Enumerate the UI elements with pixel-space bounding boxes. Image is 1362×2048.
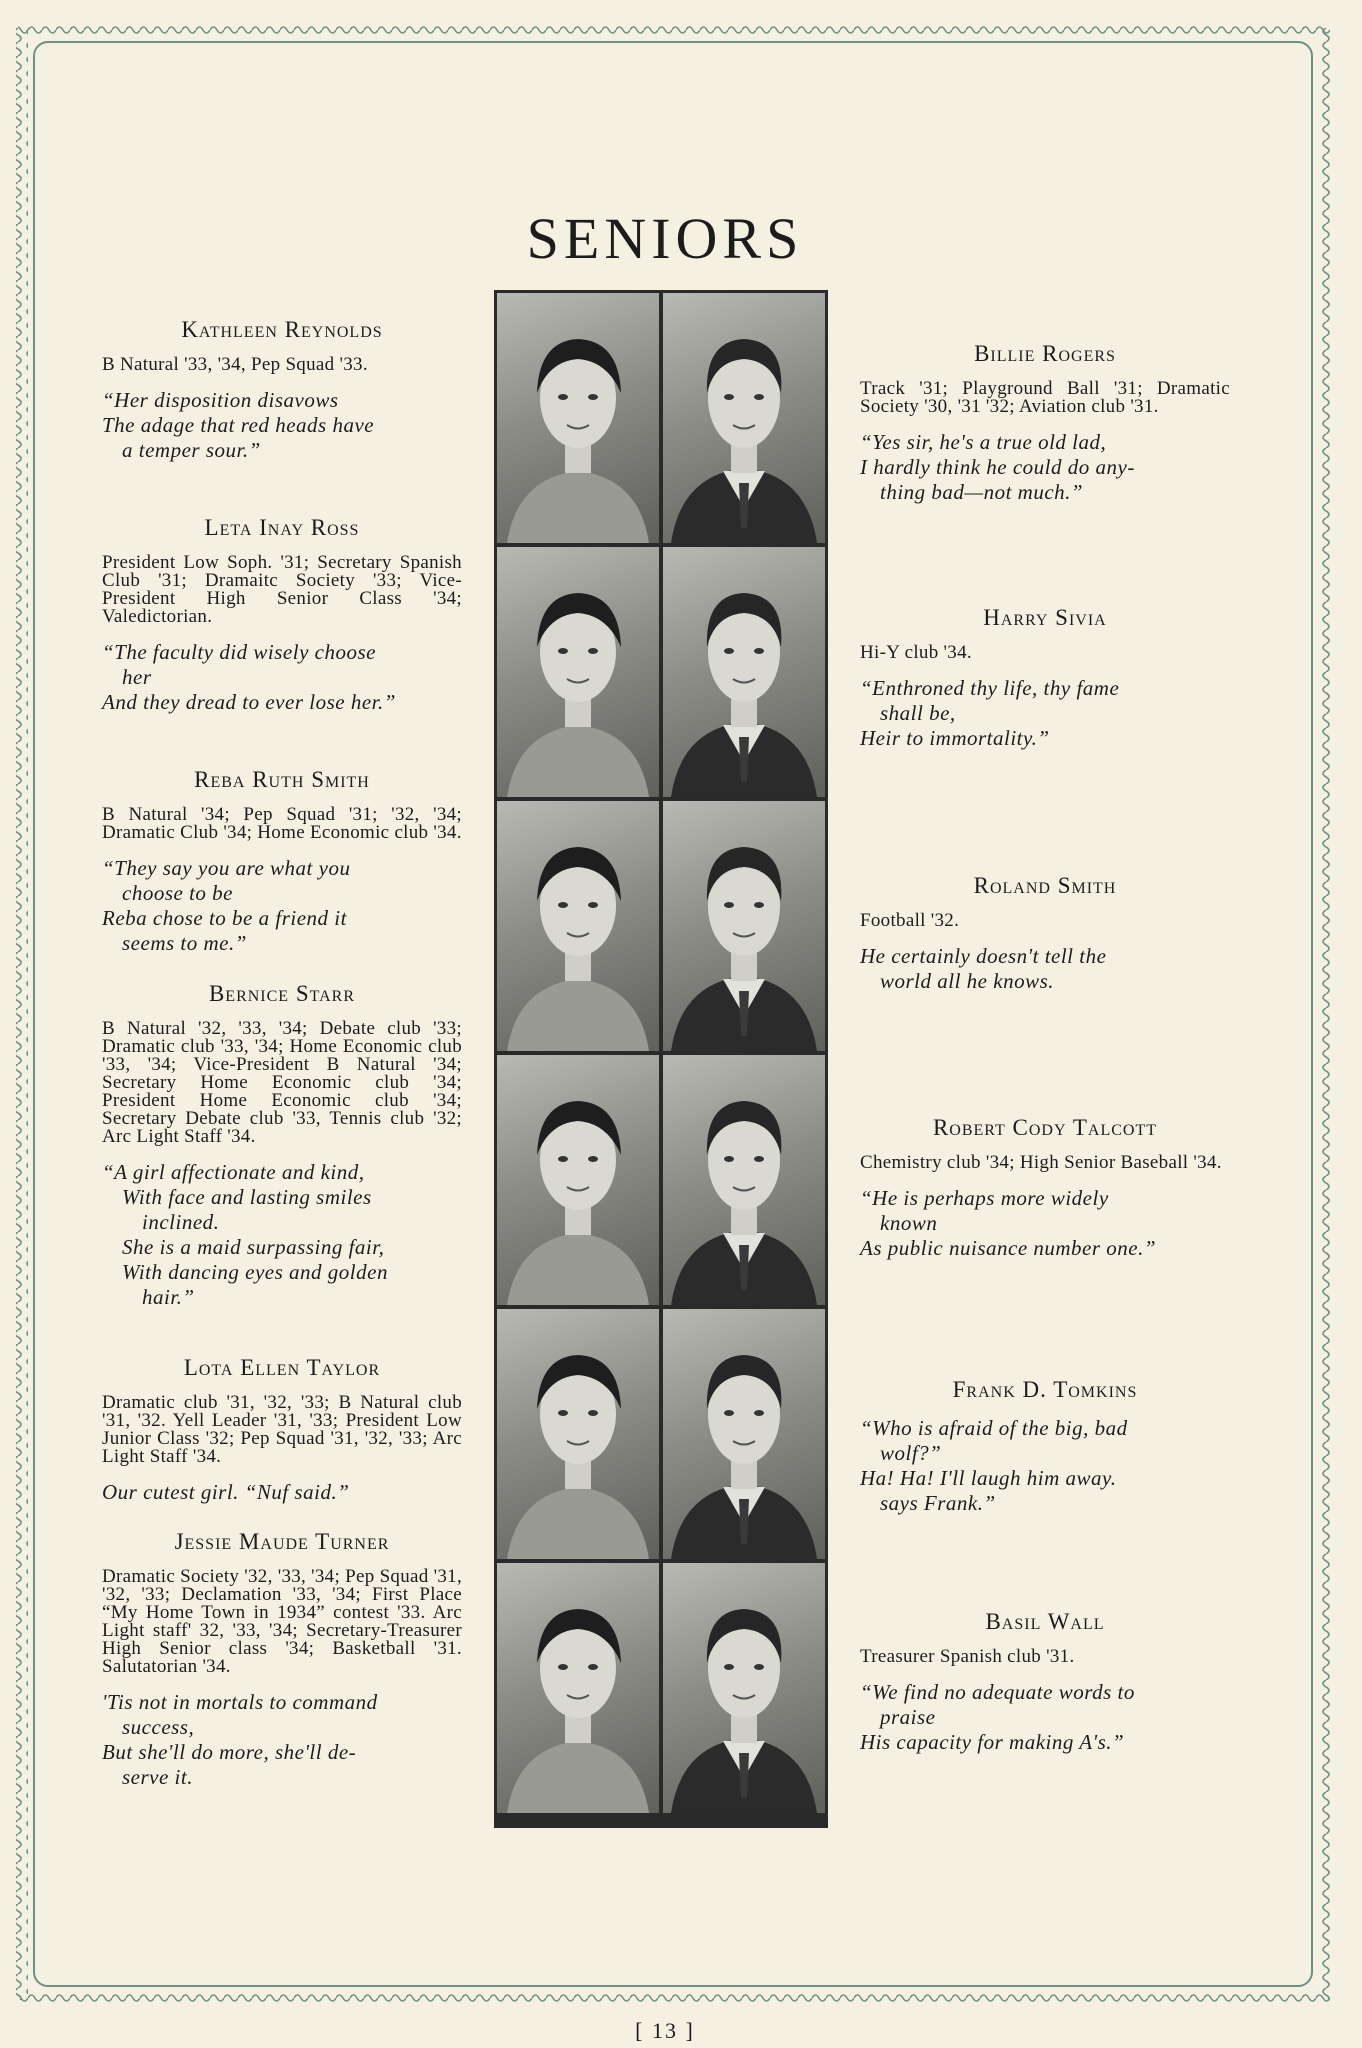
- portrait-photo-female: [497, 1563, 659, 1813]
- portrait-photo-female: [497, 1309, 659, 1559]
- senior-entry: [102, 318, 462, 463]
- senior-entry: [102, 982, 462, 1310]
- senior-quote: “We find no adequate words to praise His capacity for making A's.”: [860, 1680, 1135, 1754]
- senior-entry: [860, 1116, 1230, 1261]
- senior-entry: [102, 768, 462, 956]
- portrait-photo-female: [497, 547, 659, 797]
- senior-quote: “He is perhaps more widely known As public nuisance number one.”: [860, 1186, 1157, 1260]
- senior-activities: B Natural '32, '33, '34; Debate club '33; Dramatic club '33, '34; Home Economic club '33, '34; Vice-President B Natural '34; Secretary Home Economic club '34; President Home Economic club '34; Secretary Debate club '33, Tennis club '32; Arc Light Staff '34.: [102, 1018, 462, 1147]
- portrait-photo-male: [663, 1563, 825, 1813]
- senior-name: Basil Wall: [985, 1609, 1105, 1634]
- senior-quote: “The faculty did wisely choose her And they dread to ever lose her.”: [102, 640, 396, 714]
- senior-quote: 'Tis not in mortals to command success, But she'll do more, she'll de- serve it.: [102, 1690, 378, 1789]
- senior-activities: Dramatic club '31, '32, '33; B Natural club '31, '32. Yell Leader '31, '33; President Low Junior Class '32; Pep Squad '31, '32, '33; Arc Light Staff '34.: [102, 1392, 462, 1467]
- senior-activities: Hi-Y club '34.: [860, 642, 972, 663]
- senior-name: Reba Ruth Smith: [194, 767, 370, 792]
- senior-activities: Track '31; Playground Ball '31; Dramatic Society '30, '31 '32; Aviation club '31.: [860, 378, 1230, 417]
- senior-entry: [102, 1530, 462, 1790]
- senior-name: Robert Cody Talcott: [932, 1115, 1158, 1140]
- senior-activities: B Natural '34; Pep Squad '31; '32, '34; Dramatic Club '34; Home Economic club '34.: [102, 804, 462, 843]
- senior-activities: Dramatic Society '32, '33, '34; Pep Squad '31, '32, '33; Declamation '33, '34; First Place “My Home Town in 1934” contest '33. Arc Light staff' 32, '33, '34; Secretary-Treasurer High Senior class '34; Basketball '31. Salutatorian '34.: [102, 1566, 462, 1677]
- portrait-photo-male: [663, 801, 825, 1051]
- page-number: [ 13 ]: [635, 2018, 695, 2043]
- portrait-photo-male: [663, 1055, 825, 1305]
- senior-activities: B Natural '33, '34, Pep Squad '33.: [102, 354, 368, 375]
- senior-activities: Treasurer Spanish club '31.: [860, 1646, 1075, 1667]
- senior-entry: [860, 342, 1230, 505]
- senior-quote: Our cutest girl. “Nuf said.”: [102, 1480, 350, 1504]
- senior-name: Leta Inay Ross: [204, 515, 360, 540]
- portrait-grid: [494, 290, 828, 1828]
- portrait-photo-female: [497, 801, 659, 1051]
- senior-name: Bernice Starr: [208, 981, 356, 1006]
- senior-quote: “Who is afraid of the big, bad wolf?” Ha! Ha! I'll laugh him away. says Frank.”: [860, 1416, 1128, 1515]
- portrait-photo-male: [663, 1309, 825, 1559]
- page-title: SENIORS: [526, 206, 804, 271]
- senior-entry: [102, 516, 462, 715]
- senior-entry: [860, 1378, 1230, 1516]
- senior-quote: “Yes sir, he's a true old lad, I hardly think he could do any- thing bad—not much.”: [860, 430, 1135, 504]
- senior-quote: “Her disposition disavows The adage that red heads have a temper sour.”: [102, 388, 375, 462]
- senior-name: Billie Rogers: [974, 341, 1116, 366]
- portrait-photo-male: [663, 547, 825, 797]
- senior-name: Roland Smith: [973, 873, 1117, 898]
- senior-quote: He certainly doesn't tell the world all he knows.: [860, 944, 1107, 993]
- senior-name: Kathleen Reynolds: [181, 317, 383, 342]
- senior-name: Frank D. Tomkins: [952, 1377, 1138, 1402]
- senior-name: Lota Ellen Taylor: [183, 1355, 381, 1380]
- senior-activities: Chemistry club '34; High Senior Baseball '34.: [860, 1152, 1222, 1173]
- portrait-photo-male: [663, 293, 825, 543]
- senior-activities: Football '32.: [860, 910, 960, 931]
- senior-entry: [102, 1356, 462, 1505]
- portrait-photo-female: [497, 1055, 659, 1305]
- senior-quote: “A girl affectionate and kind, With face and lasting smiles inclined. She is a maid surpassing fair, With dancing eyes and golden hair.”: [102, 1160, 388, 1309]
- senior-entry: [860, 1610, 1230, 1755]
- portrait-photo-female: [497, 293, 659, 543]
- senior-name: Harry Sivia: [983, 605, 1107, 630]
- senior-entry: [860, 874, 1230, 994]
- senior-quote: “They say you are what you choose to be Reba chose to be a friend it seems to me.”: [102, 856, 351, 955]
- senior-entry: [860, 606, 1230, 751]
- senior-activities: President Low Soph. '31; Secretary Spanish Club '31; Dramaitc Society '33; Vice-President High Senior Class '34; Valedictorian.: [102, 552, 462, 627]
- senior-name: Jessie Maude Turner: [174, 1529, 390, 1554]
- senior-quote: “Enthroned thy life, thy fame shall be, Heir to immortality.”: [860, 676, 1120, 750]
